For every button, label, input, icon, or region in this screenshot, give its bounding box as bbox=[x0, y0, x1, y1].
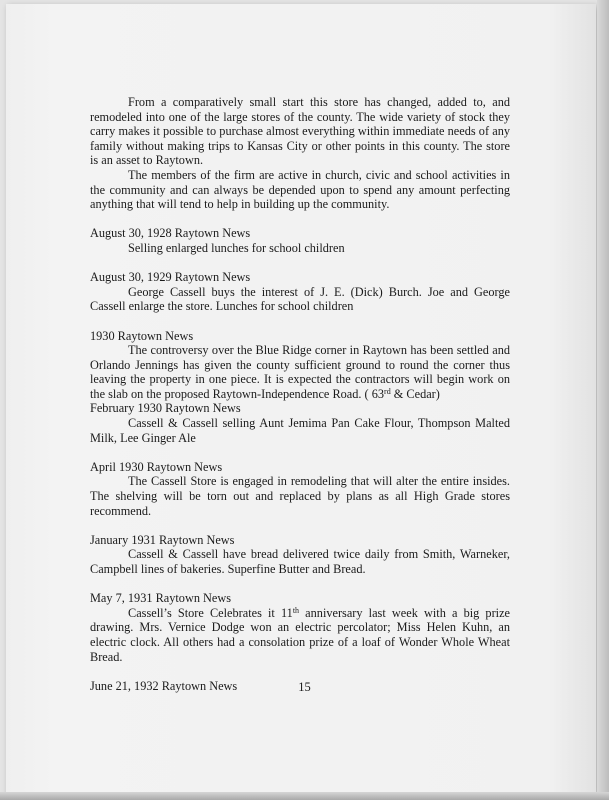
entry-text-part: The controversy over the Blue Ridge corner in Raytown has been settled and Orlando Jennings has given the county sufficient ground to round the corner thus leaving the property in one piece. It is expected the contractors will begin work on the slab on the proposed Raytown-Independence Road. ( 63 bbox=[90, 343, 510, 401]
superscript: rd bbox=[384, 386, 391, 396]
entry-heading: February 1930 Raytown News bbox=[90, 401, 241, 416]
entry-text-part: & Cedar) bbox=[390, 386, 440, 401]
entry-text-part: anniversary last week with a big prize drawing. Mrs. Vernice Dodge won an electric percolator; Miss Helen Kuhn, an electric clock. All others had a consolation prize of a loaf of Wonder Whole Wheat Bread. bbox=[90, 605, 511, 664]
entry-text bbox=[90, 606, 510, 664]
document-body bbox=[90, 95, 510, 693]
entry-text: Cassell & Cassell have bread delivered twice daily from Smith, Warneker, Campbell lines of bakeries. Superfine Butter and Bread. bbox=[90, 547, 510, 576]
entry-heading: April 1930 Raytown News bbox=[90, 459, 223, 474]
entry-heading: June 21, 1932 Raytown News bbox=[90, 678, 238, 693]
intro-paragraph-2: The members of the firm are active in church, civic and school activities in the community and can always be depended upon to spend any amount perfecting anything that will tend to help in building up the community. bbox=[90, 167, 510, 212]
entry-heading: May 7, 1931 Raytown News bbox=[90, 591, 232, 606]
entry-text: The Cassell Store is engaged in remodeling that will alter the entire insides. The shelving will be torn out and replaced by plans as all High Grade stores recommend. bbox=[90, 474, 510, 518]
entry-heading: August 30, 1929 Raytown News bbox=[90, 270, 251, 285]
superscript: th bbox=[292, 605, 300, 615]
scan-edge-bottom bbox=[0, 792, 609, 800]
entry-text bbox=[90, 343, 510, 401]
entry-text: Cassell & Cassell selling Aunt Jemima Pan Cake Flour, Thompson Malted Milk, Lee Ginger Ale bbox=[90, 416, 510, 445]
entry-text-part: Cassell’s Store Celebrates it 11 bbox=[128, 605, 293, 620]
entry-text: George Cassell buys the interest of J. E. (Dick) Burch. Joe and George Cassell enlarge the store. Lunches for school children bbox=[90, 284, 510, 314]
entry-heading: August 30, 1928 Raytown News bbox=[90, 226, 251, 241]
entry-heading: January 1931 Raytown News bbox=[90, 532, 235, 547]
intro-paragraph-1: From a comparatively small start this store has changed, added to, and remodeled into one of the large stores of the county. The wide variety of stock they carry makes it possible to purchase almost everything within immediate needs of any family without making trips to Kansas City or other points in this county. The store is an asset to Raytown. bbox=[90, 95, 510, 168]
entry-heading: 1930 Raytown News bbox=[90, 328, 194, 343]
entry-text: Selling enlarged lunches for school children bbox=[128, 240, 345, 255]
page-number: 15 bbox=[298, 680, 311, 694]
